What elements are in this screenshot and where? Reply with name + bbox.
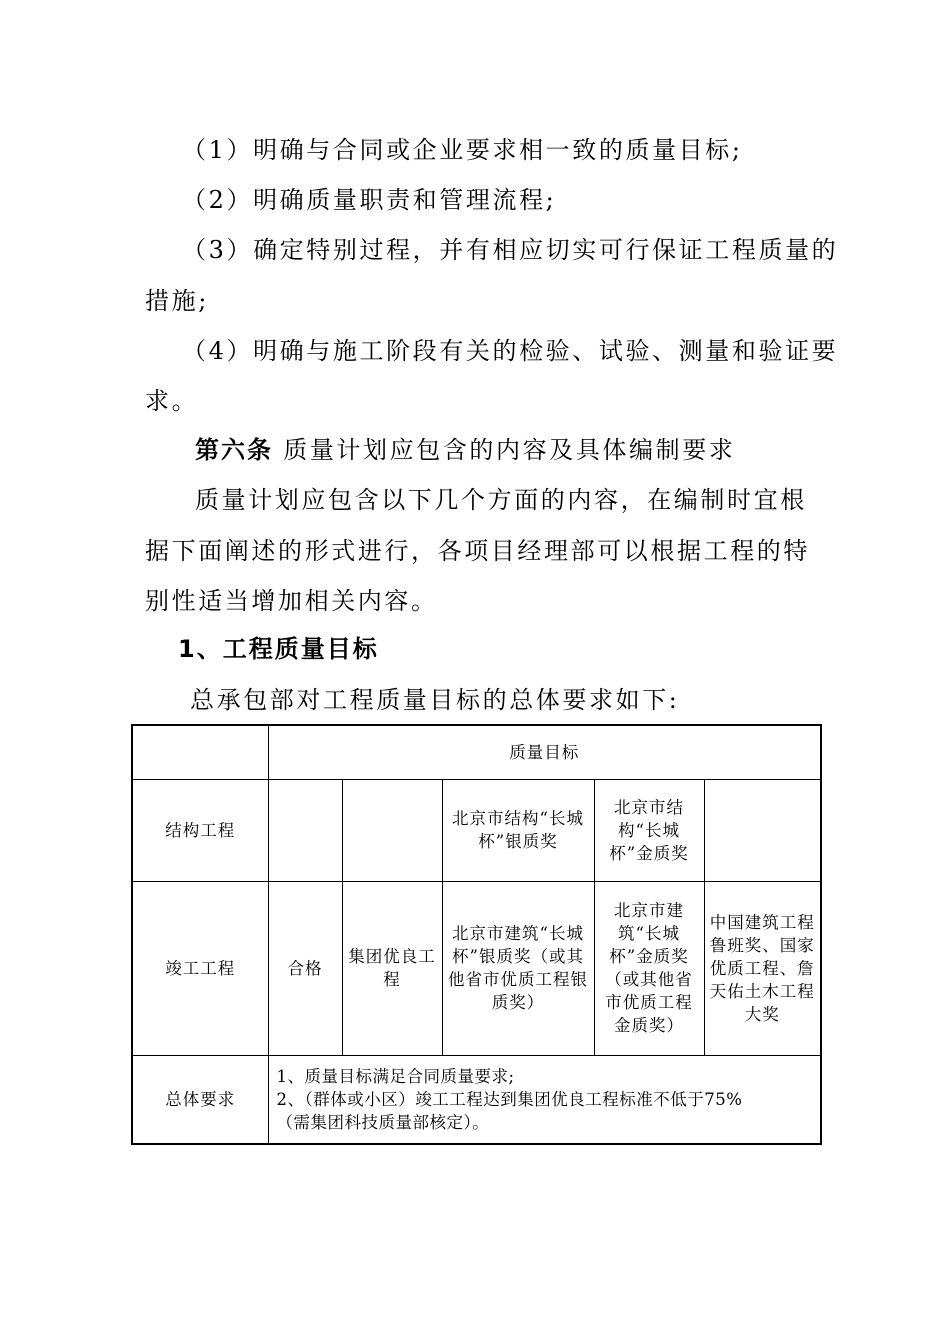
article-title: 质量计划应包含的内容及具体编制要求	[283, 436, 736, 464]
table-cell: 北京市结构“长城杯”银质奖	[442, 779, 594, 881]
header-empty-cell	[132, 725, 268, 779]
item-2: （2）明确质量职责和管理流程;	[182, 186, 557, 214]
article-heading	[195, 435, 735, 465]
header-quality-target: 质量目标	[268, 725, 821, 779]
requirement-line: （需集团科技质量部核定）。	[276, 1112, 490, 1132]
item-4: （4）明确与施工阶段有关的检验、试验、测量和验证要	[182, 337, 839, 365]
intro-line-3: 别性适当增加相关内容。	[145, 587, 438, 615]
item-3: （3）确定特别过程，并有相应切实可行保证工程质量的	[182, 236, 839, 264]
item-4-cont: 求。	[145, 387, 199, 415]
row-label-completion: 竣工工程	[132, 881, 268, 1055]
article-number: 第六条	[195, 436, 273, 464]
table-cell: 北京市结构“长城杯”金质奖	[594, 779, 704, 881]
table-cell	[342, 779, 442, 881]
table-row-structural	[132, 779, 821, 881]
table-cell: 合格	[268, 881, 342, 1055]
table-cell	[704, 779, 821, 881]
intro-line-2: 据下面阐述的形式进行，各项目经理部可以根据工程的特	[145, 537, 810, 565]
quality-target-table	[131, 724, 822, 1145]
overall-requirements	[268, 1055, 821, 1144]
requirement-line: 2、（群体或小区）竣工工程达到集团优良工程标准不低于75%	[276, 1089, 743, 1109]
section-intro: 总承包部对工程质量目标的总体要求如下:	[190, 686, 680, 714]
table-row-completion	[132, 881, 821, 1055]
section-heading: 1、工程质量目标	[178, 635, 379, 663]
requirement-line: 1、质量目标满足合同质量要求;	[276, 1066, 515, 1086]
table-cell: 北京市建筑“长城杯”金质奖（或其他省市优质工程金质奖）	[594, 881, 704, 1055]
table-cell: 集团优良工程	[342, 881, 442, 1055]
table-header-row	[132, 725, 821, 779]
row-label-structural: 结构工程	[132, 779, 268, 881]
item-1: （1）明确与合同或企业要求相一致的质量目标;	[182, 136, 743, 164]
table-row-overall	[132, 1055, 821, 1144]
table-cell: 北京市建筑“长城杯”银质奖（或其他省市优质工程银质奖）	[442, 881, 594, 1055]
table-cell: 中国建筑工程鲁班奖、国家优质工程、詹天佑土木工程大奖	[704, 881, 821, 1055]
item-3-cont: 措施;	[145, 287, 209, 315]
intro-line-1: 质量计划应包含以下几个方面的内容，在编制时宜根	[195, 486, 807, 514]
table-cell	[268, 779, 342, 881]
row-label-overall: 总体要求	[132, 1055, 268, 1144]
